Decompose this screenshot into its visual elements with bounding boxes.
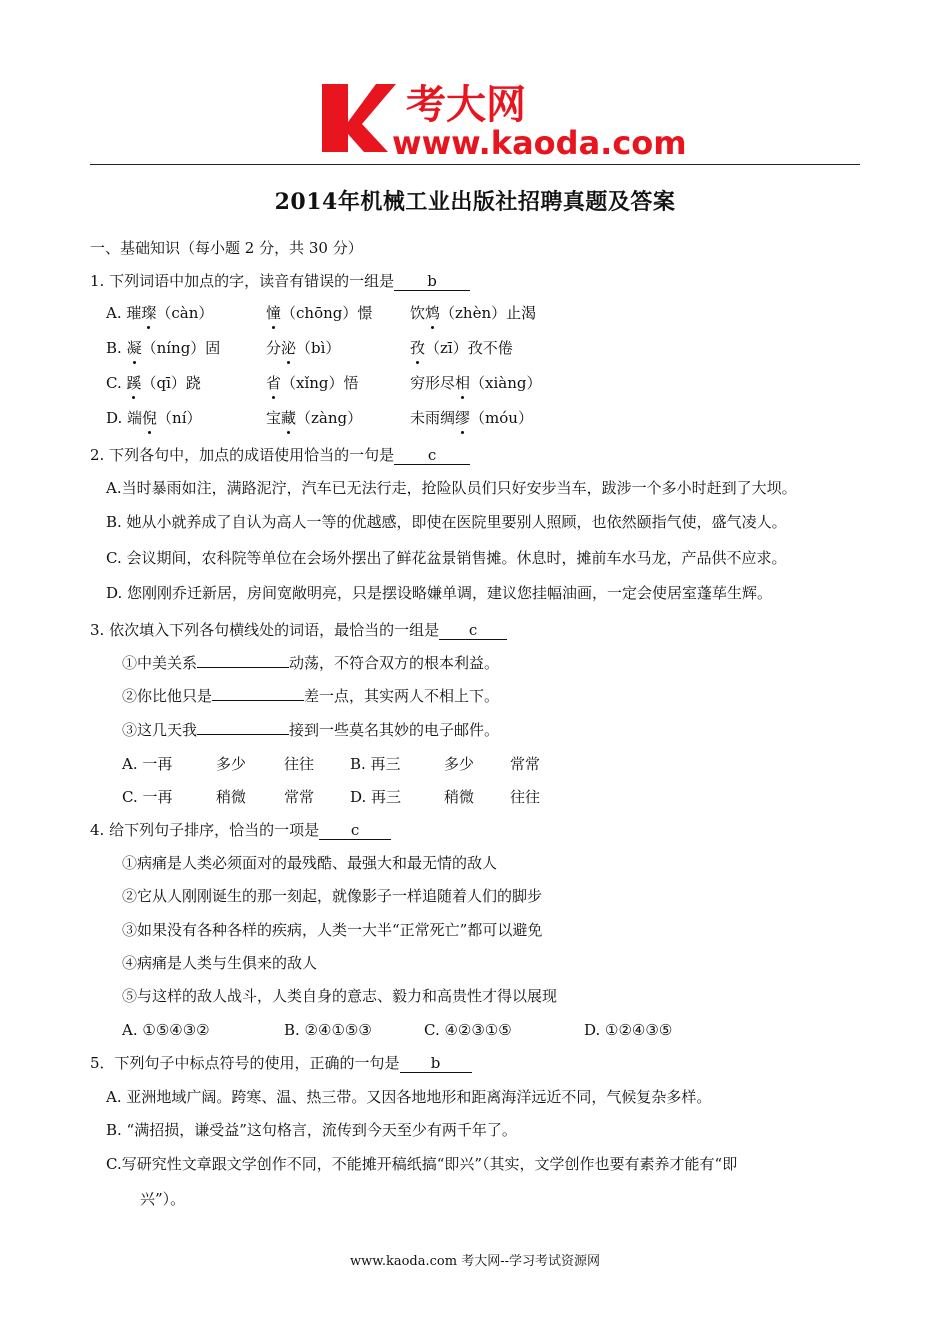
- q3-s1-blank: [197, 667, 289, 668]
- q1-a-col3: 饮鸩（zhèn）止渴: [410, 304, 537, 322]
- q3-opt-d-1: D. 再三: [350, 788, 402, 806]
- q3-opt-d-3: 往往: [510, 788, 541, 806]
- q1-b-col3: 孜（zī）孜不倦: [410, 339, 513, 357]
- q3-opt-a-2: 多少: [216, 755, 247, 773]
- q3-s2-blank: [212, 700, 304, 701]
- q3-sentence-3: [122, 720, 499, 740]
- q4-stem: [90, 820, 391, 840]
- q3-s3-pre: ③这几天我: [122, 721, 198, 739]
- q1-a-col2: 憧（chōng）憬: [266, 304, 373, 322]
- q2-stem-text: 2. 下列各句中，加点的成语使用恰当的一句是: [90, 446, 395, 464]
- q2-option-d: D. 您刚刚乔迁新居，房间宽敞明亮，只是摆设略嫌单调，建议您挂幅油画，一定会使居室蓬荜生辉。: [106, 584, 773, 602]
- q3-s3-post: 接到一些莫名其妙的电子邮件。: [289, 721, 500, 739]
- q1-b-col2: 分泌（bì）: [266, 339, 341, 357]
- q3-sentence-2: [122, 686, 499, 706]
- q1-stem: [90, 271, 470, 291]
- q3-stem: [90, 620, 507, 640]
- q4-item-4: ④病痛是人类与生俱来的敌人: [122, 954, 318, 972]
- q5-option-c: C.写研究性文章跟文学创作不同，不能摊开稿纸搞“即兴”（其实，文学创作也要有素养才能有“即: [106, 1155, 738, 1173]
- q5-option-c-cont: 兴”）。: [140, 1190, 186, 1208]
- q4-item-3: ③如果没有各种各样的疾病，人类一大半“正常死亡”都可以避免: [122, 921, 543, 939]
- q4-stem-text: 4. 给下列句子排序，恰当的一项是: [90, 821, 320, 839]
- q1-a-col1: A. 璀璨（càn）: [106, 304, 214, 322]
- q3-s1-post: 动荡，不符合双方的根本利益。: [289, 654, 500, 672]
- q3-s1-pre: ①中美关系: [122, 654, 198, 672]
- q2-option-a: A.当时暴雨如注，满路泥泞，汽车已无法行走，抢险队员们只好安步当车，跋涉一个多小时赶到了大坝。: [106, 479, 797, 497]
- q2-option-b: B. 她从小就养成了自认为高人一等的优越感，即使在医院里要别人照顾，也依然颐指气使，盛气凌人。: [106, 513, 787, 531]
- q3-opt-a-3: 往往: [284, 755, 315, 773]
- q3-opt-c-3: 常常: [284, 788, 315, 806]
- q3-opt-b-2: 多少: [444, 755, 475, 773]
- q3-opt-d-2: 稍微: [444, 788, 475, 806]
- q3-opt-c-1: C. 一再: [122, 788, 173, 806]
- q3-opt-a-1: A. 一再: [122, 755, 173, 773]
- q1-d-col2: 宝藏（zàng）: [266, 409, 363, 427]
- q1-c-col1: C. 蹊（qī）跷: [106, 374, 201, 392]
- q1-answer: b: [394, 272, 470, 291]
- q4-option-c: C. ④②③①⑤: [424, 1021, 512, 1039]
- q4-item-2: ②它从人刚刚诞生的那一刻起，就像影子一样追随着人们的脚步: [122, 887, 543, 905]
- q4-answer: c: [319, 821, 391, 840]
- q1-c-col2: 省（xǐng）悟: [266, 374, 359, 392]
- q2-option-c: C. 会议期间，农科院等单位在会场外摆出了鲜花盆景销售摊。休息时，摊前车水马龙，产品供不应求。: [106, 549, 787, 567]
- kaoda-logo: [318, 78, 687, 162]
- q3-s2-pre: ②你比他只是: [122, 687, 213, 705]
- q5-option-a: A. 亚洲地域广阔。跨寒、温、热三带。又因各地地形和距离海洋远近不同，气候复杂多样。: [106, 1088, 712, 1106]
- q2-answer: c: [394, 446, 470, 465]
- q3-s2-post: 差一点，其实两人不相上下。: [304, 687, 500, 705]
- q4-item-1: ①病痛是人类必须面对的最残酷、最强大和最无情的敌人: [122, 854, 498, 872]
- q3-opt-b-3: 常常: [510, 755, 541, 773]
- q1-c-col3: 穷形尽相（xiàng）: [410, 374, 542, 392]
- q3-stem-text: 3. 依次填入下列各句横线处的词语，最恰当的一组是: [90, 621, 440, 639]
- q4-option-d: D. ①②④③⑤: [584, 1021, 673, 1039]
- page-footer: www.kaoda.com 考大网--学习考试资源网: [350, 1254, 600, 1269]
- q1-b-col1: B. 凝（níng）固: [106, 339, 221, 357]
- q3-opt-b-1: B. 再三: [350, 755, 401, 773]
- page-title: 2014年机械工业出版社招聘真题及答案: [274, 189, 676, 215]
- q5-answer: b: [400, 1054, 472, 1073]
- logo-k-mark: [322, 84, 396, 152]
- q5-stem: [90, 1053, 472, 1073]
- q4-option-b: B. ②④①⑤③: [284, 1021, 372, 1039]
- header-rule: [90, 164, 860, 165]
- q5-option-b: B. “满招损，谦受益”这句格言，流传到今天至少有两千年了。: [106, 1121, 517, 1139]
- q4-item-5: ⑤与这样的敌人战斗，人类自身的意志、毅力和高贵性才得以展现: [122, 987, 558, 1005]
- logo-cn-text: 考大网: [406, 82, 526, 128]
- logo-url-text: www.kaoda.com: [392, 124, 687, 162]
- q1-stem-text: 1. 下列词语中加点的字，读音有错误的一组是: [90, 272, 395, 290]
- q1-d-col1: D. 端倪（ní）: [106, 409, 202, 427]
- q4-option-a: A. ①⑤④③②: [122, 1021, 210, 1039]
- q5-stem-text: 5．下列句子中标点符号的使用，正确的一句是: [90, 1054, 400, 1072]
- q2-stem: [90, 445, 470, 465]
- q3-opt-c-2: 稍微: [216, 788, 247, 806]
- q3-answer: c: [439, 621, 507, 640]
- q1-d-col3: 未雨绸缪（móu）: [410, 409, 533, 427]
- q3-sentence-1: [122, 653, 499, 673]
- q3-s3-blank: [197, 734, 289, 735]
- section-heading: 一、基础知识（每小题 2 分，共 30 分）: [90, 239, 363, 257]
